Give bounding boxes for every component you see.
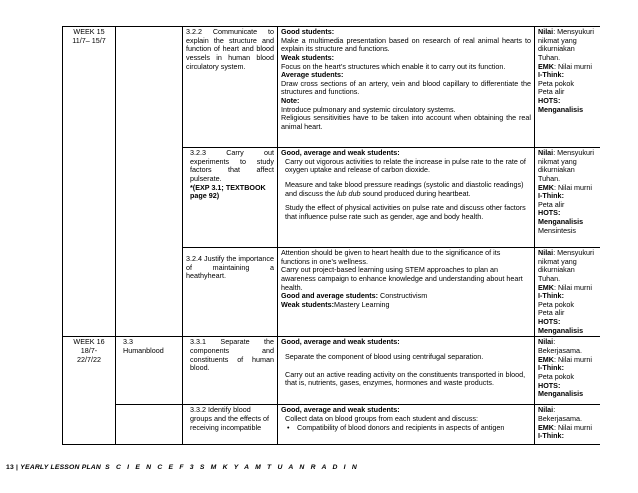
footer-school: S C I E N C E F 3 S M K Y A M T U A N R A D I N (101, 464, 359, 471)
learning-standard-cell (183, 148, 278, 248)
value-label: EMK (538, 282, 554, 292)
activity-text: Collect data on blood groups from each student and discuss: (285, 414, 478, 424)
week-dates: 18/7- (80, 346, 98, 356)
learning-standard-cell (183, 405, 278, 445)
activity-heading: Weak students: (281, 52, 334, 62)
theme-cell (116, 337, 183, 405)
learning-standard-cell (183, 248, 278, 337)
theme-cell-empty (116, 405, 183, 445)
activity-heading: Good, average and weak students: (281, 148, 400, 157)
activity-text: Carry out an active reading activity on the constituents transported in blood, that is, nutrients, gases, enzymes, hormones and waste products. (285, 369, 526, 388)
learning-standard: 3.3.1 Separate the components and constituents of human blood. (190, 337, 274, 373)
activity-bullet: • Compatibility of blood donors and recipients in aspects of antigen (281, 424, 531, 433)
activity-text: Make a multimedia presentation based on research of real animal hearts to explain its structure and functions. (281, 35, 531, 54)
value-text: Peta pokok (538, 78, 574, 88)
values-cell (535, 148, 601, 248)
value-text: Peta alir (538, 308, 565, 318)
page-footer (6, 464, 359, 471)
activity-text: Carry out project-based learning using STEM approaches to plan an awareness campaign to enhance knowledge and understanding about heart health. (281, 265, 523, 292)
footer-separator: | (13, 464, 21, 471)
value-text: : Nilai murni (553, 354, 592, 364)
theme-label: 3.3 Humanblood (123, 337, 164, 356)
learning-standard: 3.2.2 Communicate to explain the structure and function of heart and blood vessels in human blood circulatory system. (186, 27, 274, 71)
footer-title: YEARLY LESSON PLAN (20, 464, 102, 471)
activity-heading: Note: (281, 96, 300, 106)
activity-heading: Good and average students: (281, 291, 379, 301)
week-label: WEEK 16 (73, 337, 105, 347)
value-text: Peta pokok (538, 371, 574, 381)
activities-cell (278, 27, 535, 148)
value-text: : Mensyukuri nikmat yang dikurniakan Tuhan. (538, 248, 594, 283)
activity-text: Carry out vigorous activities to relate the increase in pulse rate to the rate of oxygen uptake and release of carbon dioxide. (285, 156, 526, 175)
activity-text-emphasis: lub dub (336, 188, 361, 198)
value-text: : Nilai murni (553, 422, 592, 432)
value-label: Nilai (538, 405, 554, 415)
activity-text: Constructivism (378, 291, 428, 301)
values-cell (535, 337, 601, 405)
activity-text: Religious sensitivities have to be taken into account when obtaining the real animal heart. (281, 113, 531, 132)
week-16-cell (63, 337, 116, 445)
table-row (63, 405, 601, 445)
value-label: I-Think (538, 431, 562, 441)
activity-text: Draw cross sections of an artery, vein and blood capillary to differentiate the structures and functions. (281, 78, 531, 97)
value-label: I-Think (538, 291, 562, 301)
value-label: EMK (538, 182, 554, 192)
value-text: : Menganalisis (538, 380, 584, 399)
value-text: : (561, 431, 564, 441)
learning-standard: 3.2.3 Carry out experiments to study factors that affect pulserate. (190, 148, 274, 183)
values-cell (535, 405, 601, 445)
activities-cell (278, 337, 535, 405)
activity-text-part: Measure and take blood pressure readings (systolic and diastolic readings) and discuss the (285, 179, 524, 198)
value-text: : (561, 363, 564, 373)
learning-standard-cell (183, 337, 278, 405)
value-label: I-Think (538, 191, 562, 201)
value-text: Peta alir (538, 199, 565, 209)
week-15-cell (63, 27, 116, 337)
activity-text: Focus on the heart’s structures which enable it to carry out its function. (281, 61, 506, 71)
value-label: Nilai (538, 27, 554, 36)
page-number: 13 (6, 464, 14, 471)
learning-standard: 3.2.4 Justify the importance of maintaining a heathyheart. (186, 254, 274, 281)
lesson-plan-table (62, 26, 600, 445)
value-text: : Mensyukuri nikmat yang dikurniakan Tuhan. (538, 148, 594, 183)
activity-heading: Average students: (281, 70, 344, 80)
value-text: Peta alir (538, 87, 565, 97)
value-text: : (561, 291, 564, 301)
value-text: : Menganalisis (538, 96, 584, 114)
activity-text: Separate the component of blood using centrifugal separation. (285, 352, 484, 362)
learning-standard: 3.3.2 Identify blood groups and the effects of receiving incompatible (190, 405, 269, 432)
table-row (63, 27, 601, 148)
theme-cell-empty (116, 27, 183, 337)
activities-cell (278, 405, 535, 445)
value-label: EMK (538, 422, 554, 432)
learning-standard-reference: *(EXP 3.1; TEXTBOOK page 92) (190, 182, 266, 201)
value-label: I-Think (538, 70, 562, 80)
value-text: : Nilai murni (553, 282, 592, 292)
value-text: : (561, 191, 564, 201)
value-label: Nilai (538, 148, 554, 157)
value-text: Mensintesis (538, 225, 576, 235)
activity-text: Study the effect of physical activities on pulse rate and discuss other factors that influence pulse rate such as gender, age and body health. (285, 203, 526, 221)
activity-text: Attention should be given to heart health due to the significance of its functions in one’s wellness. (281, 248, 501, 266)
value-label: EMK (538, 61, 554, 71)
activity-text (281, 181, 531, 198)
values-cell (535, 27, 601, 148)
week-label: WEEK 15 (73, 27, 105, 36)
value-label: EMK (538, 354, 554, 364)
value-text: : Mensyukuri nikmat yang dikurniakan Tuhan. (538, 27, 594, 62)
lesson-plan-sheet (62, 26, 600, 481)
activity-text-part: sound produced during heartbeat. (360, 188, 471, 198)
week-dates: 11/7– 15/7 (72, 35, 106, 45)
activity-text: Introduce pulmonary and systemic circulatory systems. (281, 104, 456, 114)
value-label: Nilai (538, 248, 554, 257)
value-text: : Menganalisis (538, 208, 584, 227)
value-text: : Menganalisis (538, 317, 584, 335)
activity-heading: Good, average and weak students: (281, 405, 400, 415)
value-label: HOTS (538, 380, 558, 390)
value-label: HOTS (538, 96, 558, 106)
table-row (63, 337, 601, 405)
value-text: : (561, 70, 564, 80)
activity-text: Mastery Learning (334, 299, 390, 309)
learning-standard-cell (183, 27, 278, 148)
value-text: : Bekerjasama. (538, 405, 582, 424)
value-label: Nilai (538, 337, 554, 347)
activity-heading: Good students: (281, 27, 335, 36)
value-text: : Bekerjasama. (538, 337, 582, 356)
activity-heading: Weak students: (281, 299, 334, 309)
week-dates: 22/7/22 (77, 354, 101, 364)
value-text: : Nilai murni (553, 182, 592, 192)
value-label: HOTS (538, 208, 558, 218)
value-label: HOTS (538, 317, 558, 327)
value-label: I-Think (538, 363, 562, 373)
activities-cell (278, 248, 535, 337)
value-text: : Nilai murni (553, 61, 592, 71)
value-text: Peta pokok (538, 299, 574, 309)
values-cell (535, 248, 601, 337)
activities-cell (278, 148, 535, 248)
activity-heading: Good, average and weak students: (281, 337, 400, 347)
